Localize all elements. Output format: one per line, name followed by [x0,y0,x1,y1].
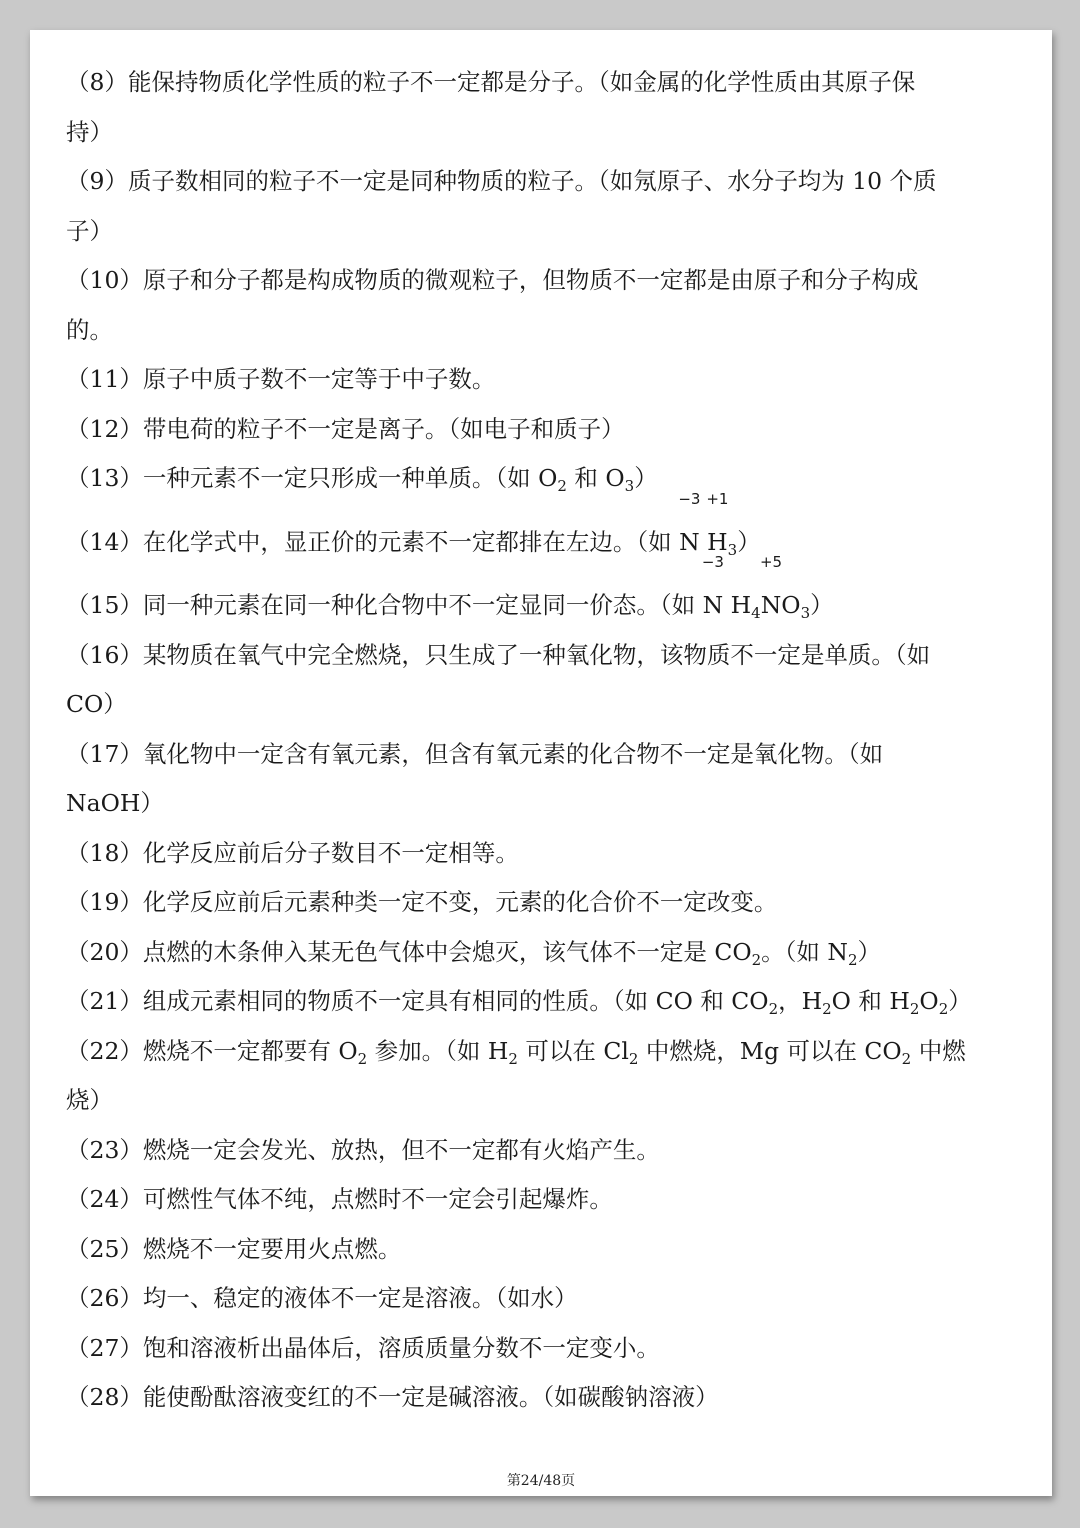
item-26: （26）均一、稳定的液体不一定是溶液。（如水） [66,1284,578,1312]
item-19: （19）化学反应前后元素种类一定不变，元素的化合价不一定改变。 [66,888,778,916]
item-14-text: ） [737,527,761,556]
element-with-valence [701,553,724,631]
item-20-text: （20）点燃的木条伸入某无色气体中会熄灭，该气体不一定是 CO [66,937,752,966]
element-symbol: N [679,527,700,556]
item-13-text: 和 O [566,464,625,492]
item-16-line-2: CO） [66,690,127,718]
valence-label: −3 [701,553,724,571]
element-symbol: O [781,591,801,619]
item-10-line-2: 的。 [66,315,113,344]
subscript: 4 [751,604,761,622]
subscript: 2 [938,1000,949,1018]
document-page [30,30,1052,1496]
subscript: 2 [768,1000,779,1018]
subscript: 2 [822,1000,832,1018]
subscript: 2 [357,1049,368,1068]
item-21-text: O [919,987,939,1015]
item-27: （27）饱和溶液析出晶体后，溶质质量分数不一定变小。 [66,1333,660,1362]
item-17-line-1: （17）氧化物中一定含有氧元素，但含有氧元素的化合物不一定是氧化物。（如 [66,739,884,768]
element-with-valence [759,553,783,631]
item-21-text: （21）组成元素相同的物质不一定具有相同的性质。（如 CO 和 CO [66,987,769,1015]
item-14 [66,489,1016,571]
subscript: 2 [901,1049,912,1068]
item-16-line-1: （16）某物质在氧气中完全燃烧，只生成了一种氧化物，该物质不一定是单质。（如 [66,640,931,669]
item-13-text: ） [634,464,658,492]
page-number: 第24/48页 [506,1473,576,1489]
item-11: （11）原子中质子数不一定等于中子数。 [66,365,496,393]
valence-label: +1 [706,489,729,508]
item-23: （23）燃烧一定会发光、放热，但不一定都有火焰产生。 [66,1135,660,1164]
item-21-text: O 和 H [831,987,910,1015]
subscript: 3 [624,477,635,495]
item-22-text: 参加。（如 H [367,1036,509,1065]
item-13-text: （13）一种元素不一定只形成一种单质。（如 O [66,464,558,492]
item-15-text: （15）同一种元素在同一种化合物中不一定显同一价态。（如 [66,591,703,619]
item-12: （12）带电荷的粒子不一定是离子。（如电子和质子） [66,414,625,443]
item-15 [66,553,1016,631]
item-9-line-2: 子） [66,216,113,245]
valence-label: +5 [759,553,783,571]
item-22-text: 中燃 [911,1036,966,1065]
item-20-text: 。（如 N [761,937,848,966]
item-21 [66,977,1016,1027]
document-content [66,58,1016,1423]
subscript: 2 [751,950,762,969]
item-22-line-2: 烧） [66,1086,113,1114]
item-28: （28）能使酚酞溶液变红的不一定是碱溶液。（如碳酸钠溶液） [66,1383,719,1411]
item-17-line-2: NaOH） [66,789,164,817]
valence-label: −3 [678,489,701,508]
item-22-text: （22）燃烧不一定都要有 O [66,1036,358,1065]
item-20-text: ） [857,937,882,966]
item-14-text: （14）在化学式中，显正价的元素不一定都排在左边。（如 [66,527,680,556]
subscript: 2 [909,1000,920,1018]
item-15-text: ） [810,591,834,619]
element-with-valence [678,489,701,568]
item-22-text: 可以在 Cl [517,1036,629,1065]
item-18: （18）化学反应前后分子数目不一定相等。 [66,838,519,867]
subscript: 3 [800,604,811,622]
item-25: （25）燃烧不一定要用火点燃。 [66,1234,402,1263]
element-symbol: H [730,591,752,619]
subscript: 2 [557,477,567,495]
item-21-text: ，H [778,987,823,1015]
item-22-line-1 [66,1027,1016,1077]
subscript: 3 [727,540,738,559]
subscript: 2 [847,950,858,969]
element-symbol: N [760,591,782,619]
subscript: 2 [628,1049,639,1068]
item-24: （24）可燃性气体不纯，点燃时不一定会引起爆炸。 [66,1185,613,1213]
element-symbol: N [702,591,724,619]
element-symbol: H [707,527,728,556]
subscript: 2 [508,1049,518,1068]
item-22-text: 中燃烧，Mg 可以在 CO [638,1036,902,1065]
item-8-line-1: （8）能保持物质化学性质的粒子不一定都是分子。（如金属的化学性质由其原子保 [66,68,916,96]
item-8-line-2: 持） [66,117,113,146]
item-13 [66,454,1016,504]
item-10-line-1: （10）原子和分子都是构成物质的微观粒子，但物质不一定都是由原子和分子构成 [66,266,919,294]
item-20 [66,928,1016,978]
item-9-line-1: （9）质子数相同的粒子不一定是同种物质的粒子。（如氖原子、水分子均为 10 个质 [66,167,937,195]
item-21-text: ） [948,987,972,1015]
